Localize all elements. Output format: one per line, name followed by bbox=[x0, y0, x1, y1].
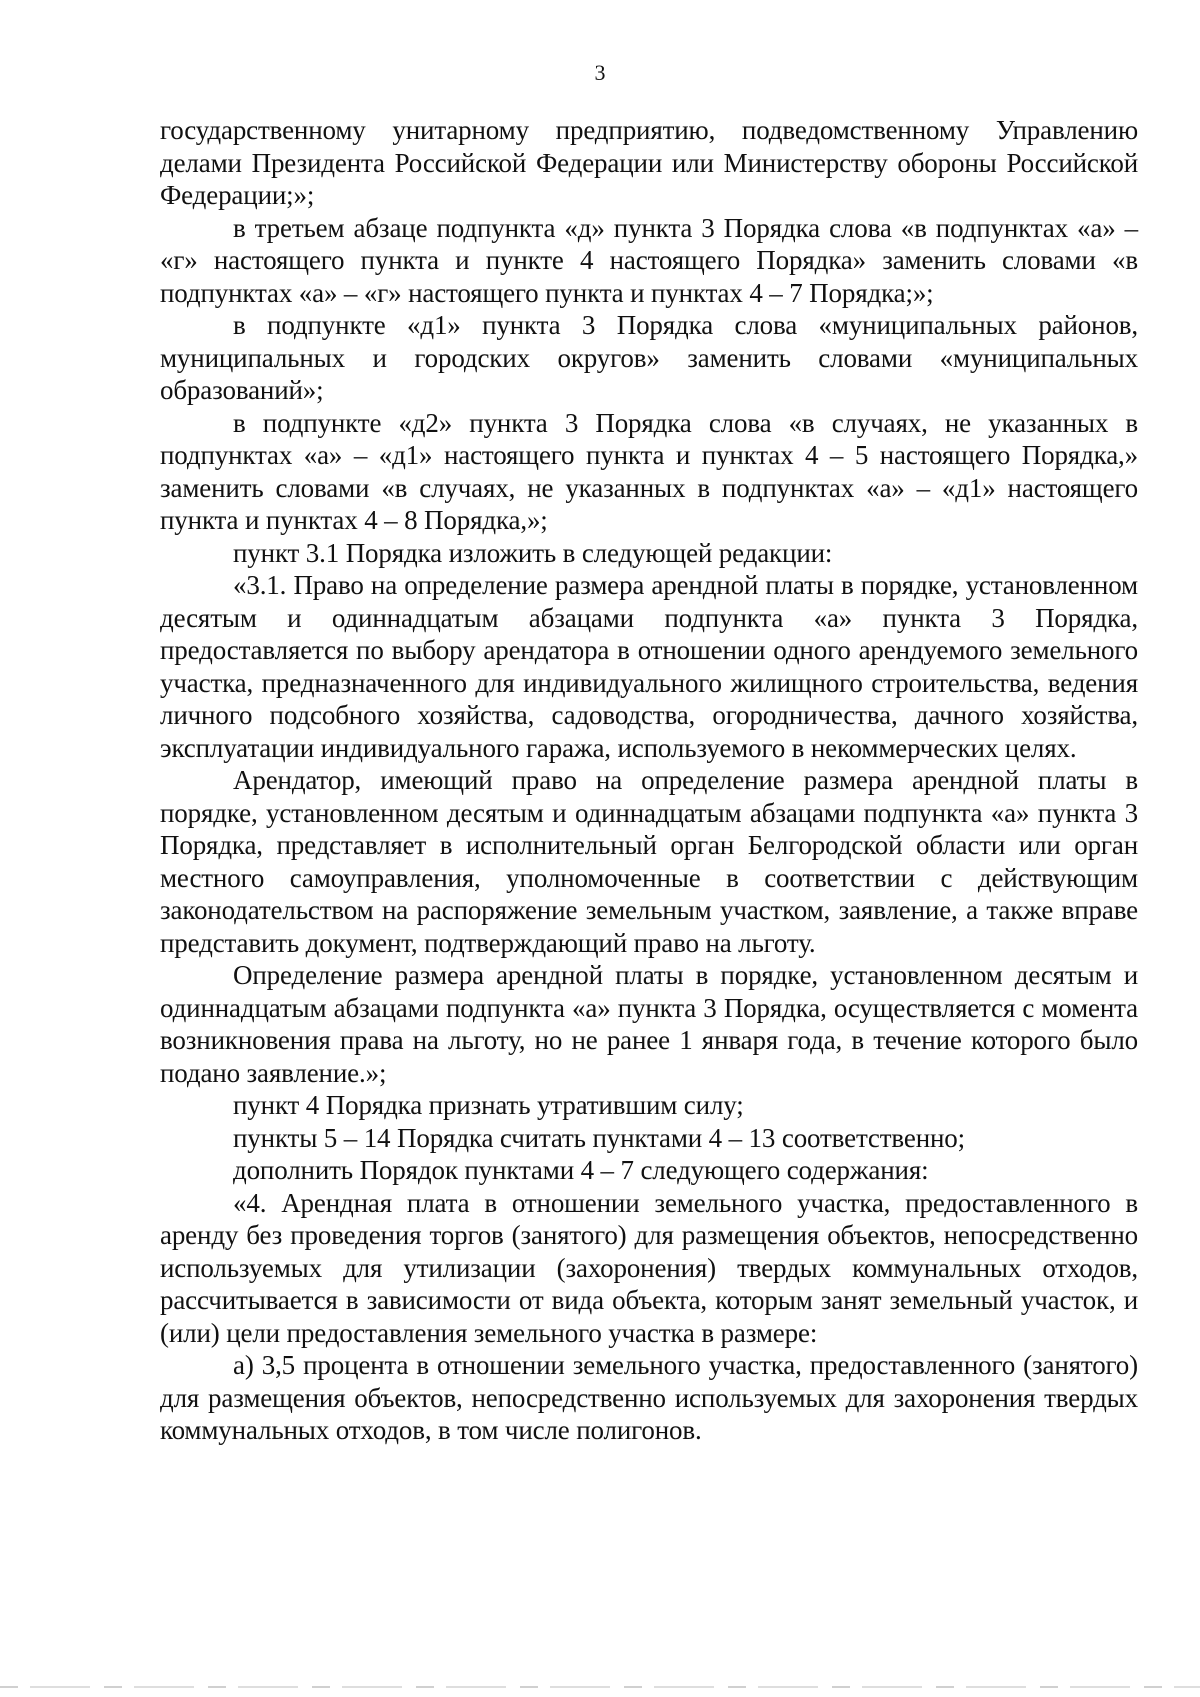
paragraph: пункт 3.1 Порядка изложить в следующей редакции: bbox=[233, 537, 833, 568]
paragraph: в подпункте «д2» пункта 3 Порядка слова «в случаях, не указанных в подпунктах «а» – «д1» настоящего пункта и пунктах 4 – 5 настоящего Порядка,» заменить словами «в случаях, не указанных в подпунктах «а» – «д1» настоящего пункта и пунктах 4 – 8 Порядка,»; bbox=[160, 407, 1138, 535]
paragraph: Определение размера арендной платы в порядке, установленном десятым и одиннадцатым абзацами подпункта «а» пункта 3 Порядка, осуществляется с момента возникновения права на льготу, но не ранее 1 января года, в течение которого было подано заявление.»; bbox=[160, 960, 1138, 1088]
paragraph: в подпункте «д1» пункта 3 Порядка слова «муниципальных районов, муниципальных и городских округов» заменить словами «муниципальных образований»; bbox=[160, 310, 1138, 405]
paragraph: «4. Арендная плата в отношении земельного участка, предоставленного в аренду без проведения торгов (занятого) для размещения объектов, непосредственно используемых для утилизации (захоронения) твердых коммунальных отходов, рассчитывается в зависимости от вида объекта, которым занят земельный участок, и (или) цели предоставления земельного участка в размере: bbox=[160, 1187, 1138, 1348]
paragraph: дополнить Порядок пунктами 4 – 7 следующего содержания: bbox=[233, 1155, 929, 1185]
paragraph: государственному унитарному предприятию, подведомственному Управлению делами Президента Российской Федерации или Министерству обороны Российской Федерации;»; bbox=[160, 115, 1138, 210]
paragraph: а) 3,5 процента в отношении земельного участка, предоставленного (занятого) для размещения объектов, непосредственно используемых для захоронения твердых коммунальных отходов, в том числе полигонов. bbox=[160, 1350, 1138, 1445]
paragraph: пункт 4 Порядка признать утратившим силу; bbox=[233, 1090, 744, 1120]
paragraph: Арендатор, имеющий право на определение размера арендной платы в порядке, установленном десятым и одиннадцатым абзацами подпункта «а» пункта 3 Порядка, представляет в исполнительный орган Белгородской области или орган местного самоуправления, уполномоченные в соответствии с действующим законодательством на распоряжение земельным участком, заявление, а также вправе представить документ, подтверждающий право на льготу. bbox=[160, 765, 1138, 958]
scan-edge-divider bbox=[0, 1686, 1200, 1688]
paragraph: в третьем абзаце подпункта «д» пункта 3 Порядка слова «в подпунктах «а» – «г» настоящего пункта и пункте 4 настоящего Порядка» заменить словами «в подпунктах «а» – «г» настоящего пункта и пунктах 4 – 7 Порядка;»; bbox=[160, 212, 1138, 308]
paragraph: пункты 5 – 14 Порядка считать пунктами 4 – 13 соответственно; bbox=[233, 1122, 965, 1153]
document-body bbox=[160, 114, 1138, 1447]
page-number: 3 bbox=[594, 60, 606, 85]
paragraph: «3.1. Право на определение размера арендной платы в порядке, установленном десятым и одиннадцатым абзацами подпункта «а» пункта 3 Порядка, предоставляется по выбору арендатора в отношении одного арендуемого земельного участка, предназначенного для индивидуального жилищного строительства, ведения личного подсобного хозяйства, садоводства, огородничества, дачного хозяйства, эксплуатации индивидуального гаража, используемого в некоммерческих целях. bbox=[160, 570, 1138, 763]
